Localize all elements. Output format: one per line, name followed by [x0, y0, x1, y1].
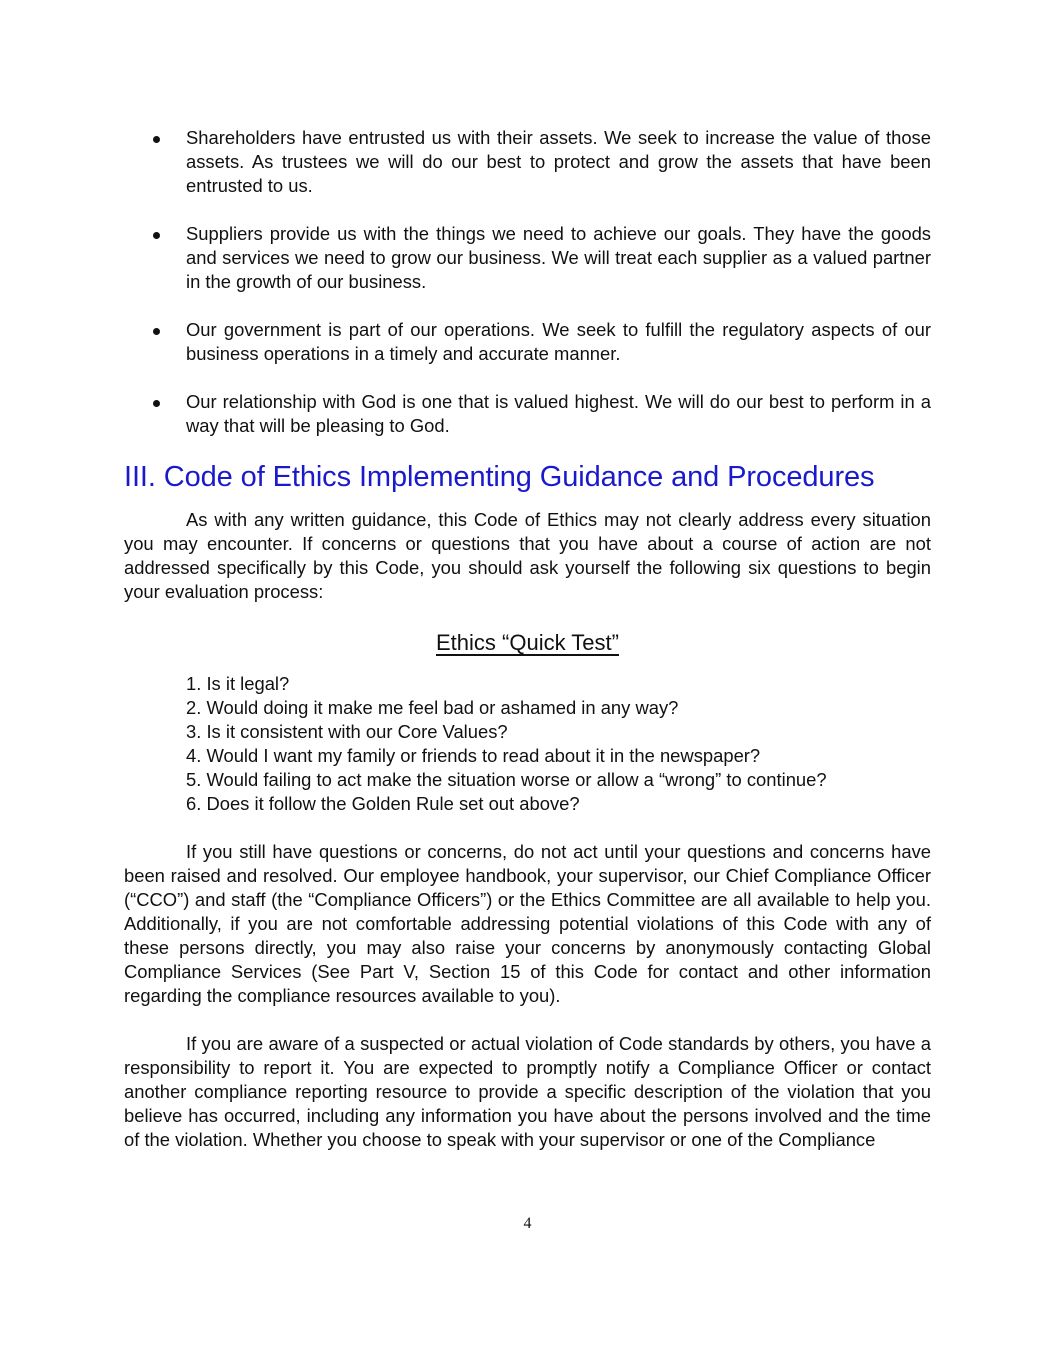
quick-test-question: 3. Is it consistent with our Core Values?: [186, 721, 508, 742]
page-content: [124, 126, 931, 1152]
bullet-text: Suppliers provide us with the things we need to achieve our goals. They have the goods and services we need to grow our business. We will treat each supplier as a valued partner in the growth of our business.: [186, 223, 931, 292]
bullet-dot-icon: [153, 136, 160, 143]
quick-test-title: Ethics “Quick Test”: [436, 630, 619, 655]
quick-test-question: 5. Would failing to act make the situation worse or allow a “wrong” to continue?: [186, 769, 827, 790]
quick-test-question: 1. Is it legal?: [186, 673, 290, 694]
reporting-paragraph: If you are aware of a suspected or actual violation of Code standards by others, you have a responsibility to report it. You are expected to promptly notify a Compliance Officer or contact another compliance reporting resource to provide a specific description of the violation that you believe has occurred, including any information you have about the persons involved and the time of the violation. Whether you choose to speak with your supervisor or one of the Compliance: [124, 1033, 931, 1150]
bullet-item-shareholders: [124, 126, 931, 198]
page-number: 4: [523, 1215, 532, 1232]
quick-test-question: 2. Would doing it make me feel bad or ashamed in any way?: [186, 697, 679, 718]
bullet-dot-icon: [153, 400, 160, 407]
bullet-text: Our government is part of our operations. We seek to fulfill the regulatory aspects of our business operations in a timely and accurate manner.: [186, 319, 931, 364]
questions-paragraph: If you still have questions or concerns, do not act until your questions and concerns have been raised and resolved. Our employee handbook, your supervisor, our Chief Compliance Officer (“CCO”) and staff (the “Compliance Officers”) or the Ethics Committee are all available to help you. Additionally, if you are not comfortable addressing potential violations of this Code with any of these persons directly, you may also raise your concerns by anonymously contacting Global Compliance Services (See Part V, Section 15 of this Code for contact and other information regarding the compliance resources available to you).: [124, 841, 931, 1006]
intro-paragraph: As with any written guidance, this Code of Ethics may not clearly address every situation you may encounter. If concerns or questions that you have about a course of action are not addressed specifically by this Code, you should ask yourself the following six questions to begin your evaluation process:: [124, 509, 931, 602]
section-heading: III. Code of Ethics Implementing Guidance and Procedures: [124, 461, 875, 493]
quick-test-question-list: [186, 672, 931, 816]
stakeholder-bullet-list: [124, 126, 931, 438]
bullet-dot-icon: [153, 328, 160, 335]
bullet-text: Shareholders have entrusted us with their assets. We seek to increase the value of those assets. As trustees we will do our best to protect and grow the assets that have been entrusted to us.: [186, 127, 931, 196]
bullet-text: Our relationship with God is one that is valued highest. We will do our best to perform in a way that will be pleasing to God.: [186, 391, 931, 436]
bullet-item-god: [124, 390, 931, 438]
bullet-item-government: [124, 318, 931, 366]
bullet-dot-icon: [153, 232, 160, 239]
quick-test-question: 4. Would I want my family or friends to read about it in the newspaper?: [186, 745, 761, 766]
quick-test-question: 6. Does it follow the Golden Rule set out above?: [186, 793, 580, 814]
bullet-item-suppliers: [124, 222, 931, 294]
